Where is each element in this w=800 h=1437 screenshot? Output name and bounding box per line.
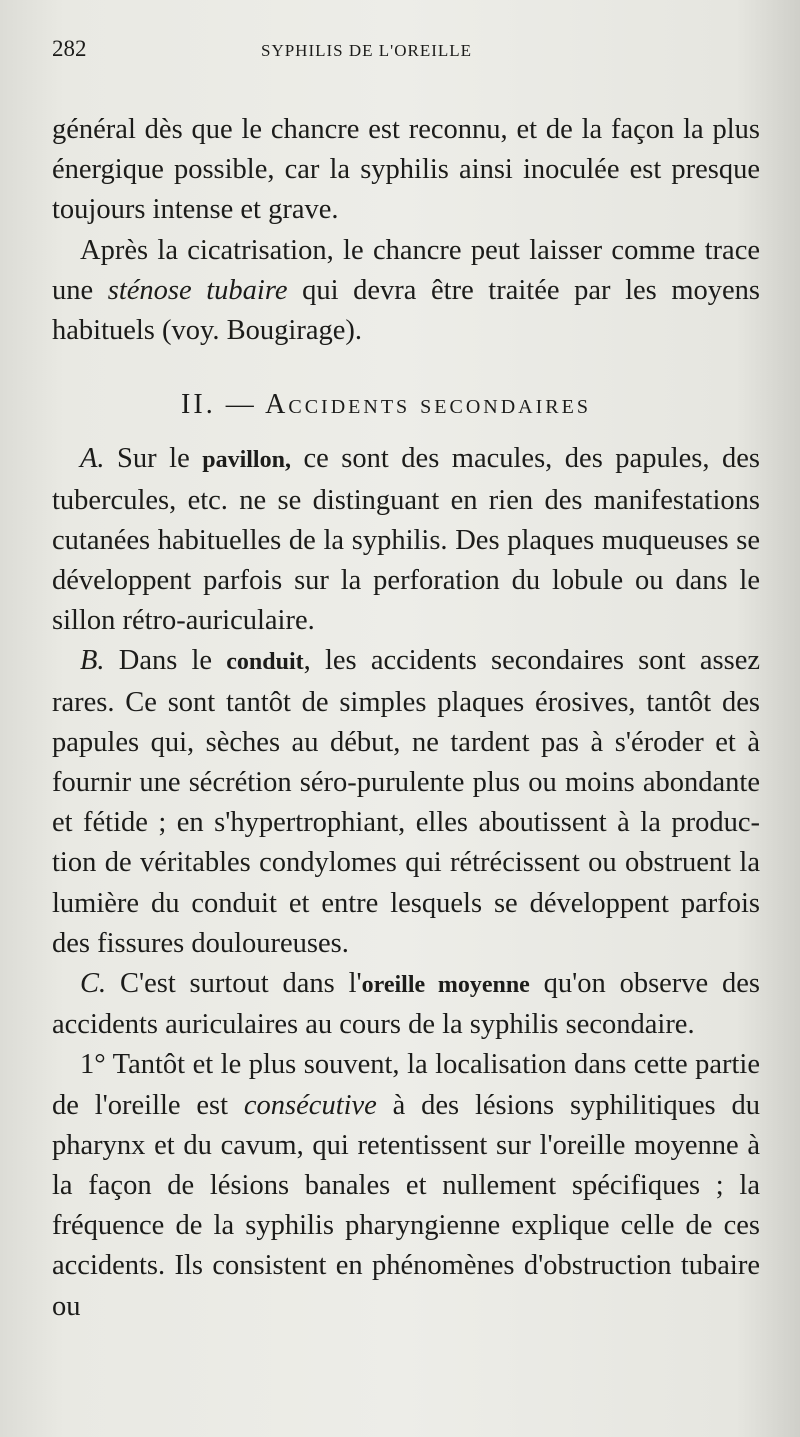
term-conduit: conduit [226, 649, 304, 676]
paragraph-continuation: général dès que le chancre est reconnu, et de la façon la plus énergique possible, car la syphilis ainsi inoculée est presque toujours intense et grave. [52, 114, 760, 226]
item-letter-b: B. [80, 645, 105, 677]
emphasis-consecutive: consécutive [243, 1089, 377, 1121]
running-head [52, 36, 760, 76]
paragraph-cicatrisation: Après la cicatrisation, le chancre peut laisser comme trace une sténose tubaire qui devra être traitée par les moyens habituels (voy. Bougirage). [52, 234, 760, 347]
term-oreille-moyenne: oreille moyenne [361, 972, 530, 999]
section-heading: II. — Accidents secondaires [181, 389, 591, 421]
running-title: SYPHILIS DE L'OREILLE [261, 41, 473, 60]
body-text [52, 110, 760, 1327]
paragraph-localisation: 1° Tantôt et le plus souvent, la localisation dans cette partie de l'oreille est consécutive à des lésions syphilitiques du pharynx et du cavum, qui retentissent sur l'oreille moyenne à la façon de lésions banales et nullement spécifiques ; la fréquence de la syphilis pharyngienne explique celle de ces accidents. Ils consistent en phénomènes d'obstruction tubaire ou [52, 1049, 760, 1322]
term-pavillon: pavillon, [202, 447, 291, 474]
paragraph-conduit: B. Dans le conduit, les accidents secondaires sont assez rares. Ce sont tantôt de simples plaques érosives, tantôt des papules qui, sèches au début, ne tardent pas à s'éroder et à fournir une sécrétion séro-purulente plus ou moins abondante et fétide ; en s'hypertrophiant, elles aboutissent à la production de véritables condylomes qui rétrécissent ou obstruent la lumière du conduit et entre lesquels se développent parfois des fissures douloureuses. [52, 645, 761, 959]
emphasis-stenose-tubaire: sténose tubaire [107, 274, 288, 306]
page-number: 282 [52, 36, 87, 61]
paragraph-oreille-moyenne: C. C'est surtout dans l'oreille moyenne qu'on observe des accidents auriculaires au cours de la syphilis secondaire. [52, 968, 760, 1041]
paragraph-pavillon: A. Sur le pavillon, ce sont des macules, des papules, des tubercules, etc. ne se distinguant en rien des manifestations cutanées habituelles de la syphilis. Des plaques muqueuses se développent parfois sur la perforation du lobule ou dans le sillon rétro-auriculaire. [52, 443, 760, 637]
item-letter-c: C. [80, 968, 107, 1000]
item-letter-a: A. [80, 443, 105, 475]
